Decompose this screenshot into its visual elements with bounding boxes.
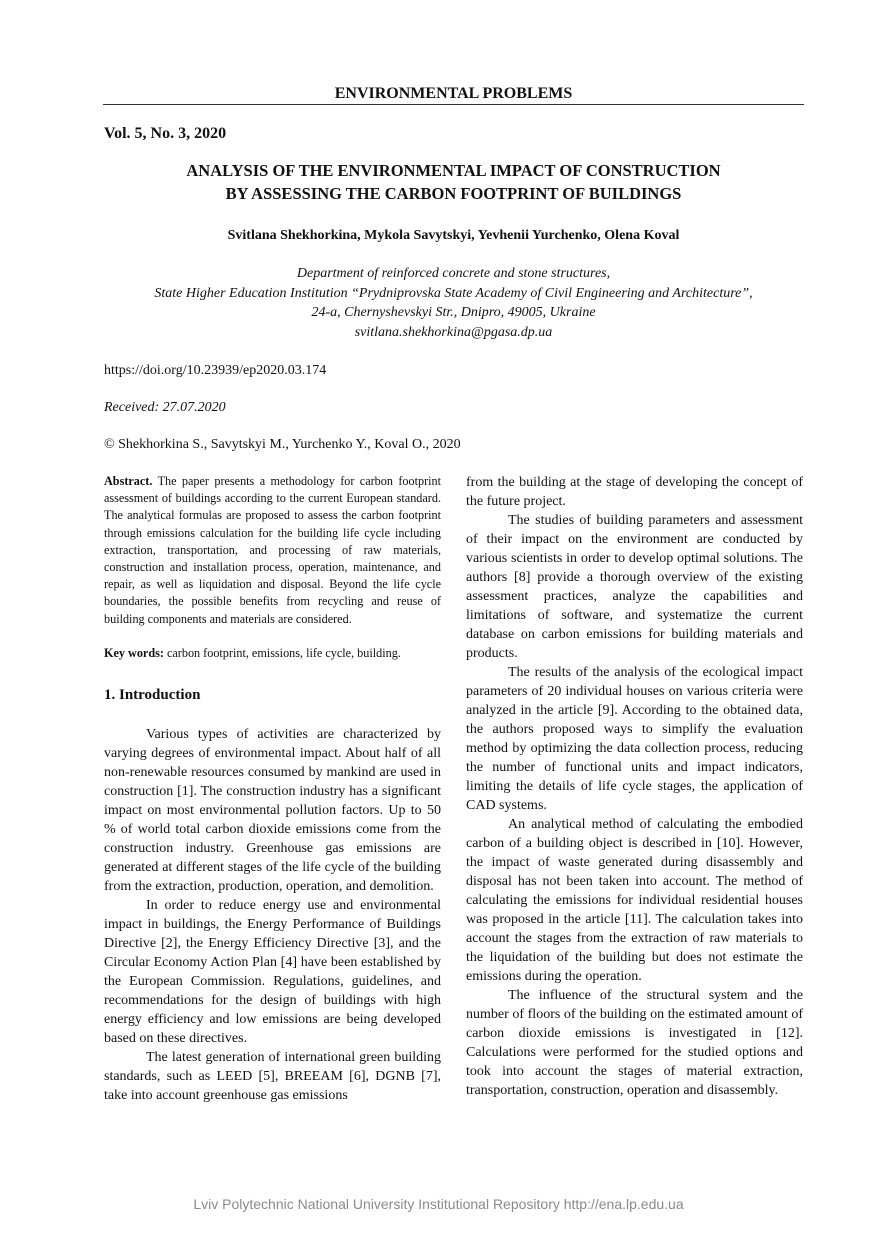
- paragraph: The influence of the structural system and the number of floors of the building on the estimated amount of carbon dioxide emissions is investigated in [12]. Calculations were performed for the studied options and took into account the stages of material extraction, transportation, construction, operation and disassembly.: [466, 988, 803, 1098]
- article-title-line-1: ANALYSIS OF THE ENVIRONMENTAL IMPACT OF CONSTRUCTION: [186, 161, 721, 180]
- author-email[interactable]: svitlana.shekhorkina@pgasa.dp.ua: [354, 324, 553, 340]
- keywords-text: carbon footprint, emissions, life cycle, building.: [163, 645, 401, 660]
- author-list: Svitlana Shekhorkina, Mykola Savytskyi, Yevhenii Yurchenko, Olena Koval: [227, 228, 680, 243]
- received-date: Received: 27.07.2020: [104, 400, 226, 415]
- paragraph: The results of the analysis of the ecological impact parameters of 20 individual houses on various criteria were analyzed in the article [9]. According to the obtained data, the authors proposed ways to simplify the evaluation method by optimizing the data collection process, reducing the number of functional units and impact indicators, limiting the details of life cycle stages, the application of CAD systems.: [466, 665, 803, 813]
- paragraph: The latest generation of international green building standards, such as LEED [5], BREEAM [6], DGNB [7], take into account greenhouse gas emissions: [104, 1050, 441, 1104]
- paragraph: Various types of activities are characterized by varying degrees of environmental impact. About half of all non-renewable resources consumed by mankind are used in construction [1]. The construction industry has a significant impact on most environmental pollution factors. Up to 50 % of world total carbon dioxide emissions come from the construction industry. Greenhouse gas emissions are generated at different stages of the life cycle of the building from the extraction, production, operation, and demolition.: [104, 727, 441, 895]
- article-title-line-2: BY ASSESSING THE CARBON FOOTPRINT OF BUILDINGS: [225, 184, 682, 203]
- affiliation-address: 24-a, Chernyshevskyi Str., Dnipro, 49005, Ukraine: [311, 305, 596, 320]
- abstract-text: The paper presents a methodology for carbon footprint assessment of buildings according to the current European standard. The analytical formulas are proposed to assess the carbon footprint through emissions calculation for the building life cycle including extraction, transportation, and processing of raw materials, construction and installation process, operation, maintenance, and repair, as well as liquidation and disposal. Beyond the life cycle boundaries, the possible benefits from recycling and reuse of building components and materials are considered.: [104, 474, 441, 626]
- volume-issue: Vol. 5, No. 3, 2020: [104, 125, 227, 142]
- affiliation-institution: State Higher Education Institution “Prydniprovska State Academy of Civil Engineering and Architecture”,: [154, 285, 753, 301]
- abstract: [104, 473, 441, 628]
- right-column: [466, 473, 803, 1100]
- paragraph: In order to reduce energy use and environmental impact in buildings, the Energy Performance of Buildings Directive [2], the Energy Efficiency Directive [3], and the Circular Economy Action Plan [4] have been established by the European Commission. Regulations, guidelines, and recommendations for the design of buildings with high energy efficiency and low emissions are being developed based on these directives.: [104, 898, 441, 1047]
- affiliation-department: Department of reinforced concrete and stone structures,: [296, 266, 611, 281]
- keywords-label: Key words:: [104, 645, 164, 660]
- copyright-notice: © Shekhorkina S., Savytskyi M., Yurchenko Y., Koval O., 2020: [104, 437, 461, 452]
- keywords: [104, 645, 441, 662]
- section-heading-introduction: 1. Introduction: [104, 687, 201, 704]
- repository-footer: Lviv Polytechnic National University Institutional Repository http://ena.lp.edu.ua: [193, 1196, 684, 1212]
- journal-running-header: ENVIRONMENTAL PROBLEMS: [334, 85, 573, 102]
- abstract-label: Abstract.: [104, 474, 153, 488]
- doi-link[interactable]: https://doi.org/10.23939/ep2020.03.174: [104, 363, 327, 378]
- header-divider: [103, 104, 804, 105]
- affiliation-block: [103, 264, 804, 342]
- left-column: [104, 473, 441, 1105]
- paragraph: The studies of building parameters and assessment of their impact on the environment are conducted by various scientists in order to develop optimal solutions. The authors [8] provide a thorough overview of the existing assessment practices, analyze the capabilities and limitations of software, and systematize the current database on carbon emissions for building materials and products.: [466, 513, 803, 661]
- paragraph: An analytical method of calculating the embodied carbon of a building object is described in [10]. However, the impact of waste generated during disassembly and disposal has not been taken into account. The method of calculating the emissions for individual residential houses was proposed in the article [11]. The calculation takes into account the stages from the extraction of raw materials to the liquidation of the building but does not estimate the emissions during the operation.: [466, 817, 803, 984]
- article-title: [103, 159, 804, 205]
- paragraph-continued: from the building at the stage of developing the concept of the future project.: [466, 475, 803, 509]
